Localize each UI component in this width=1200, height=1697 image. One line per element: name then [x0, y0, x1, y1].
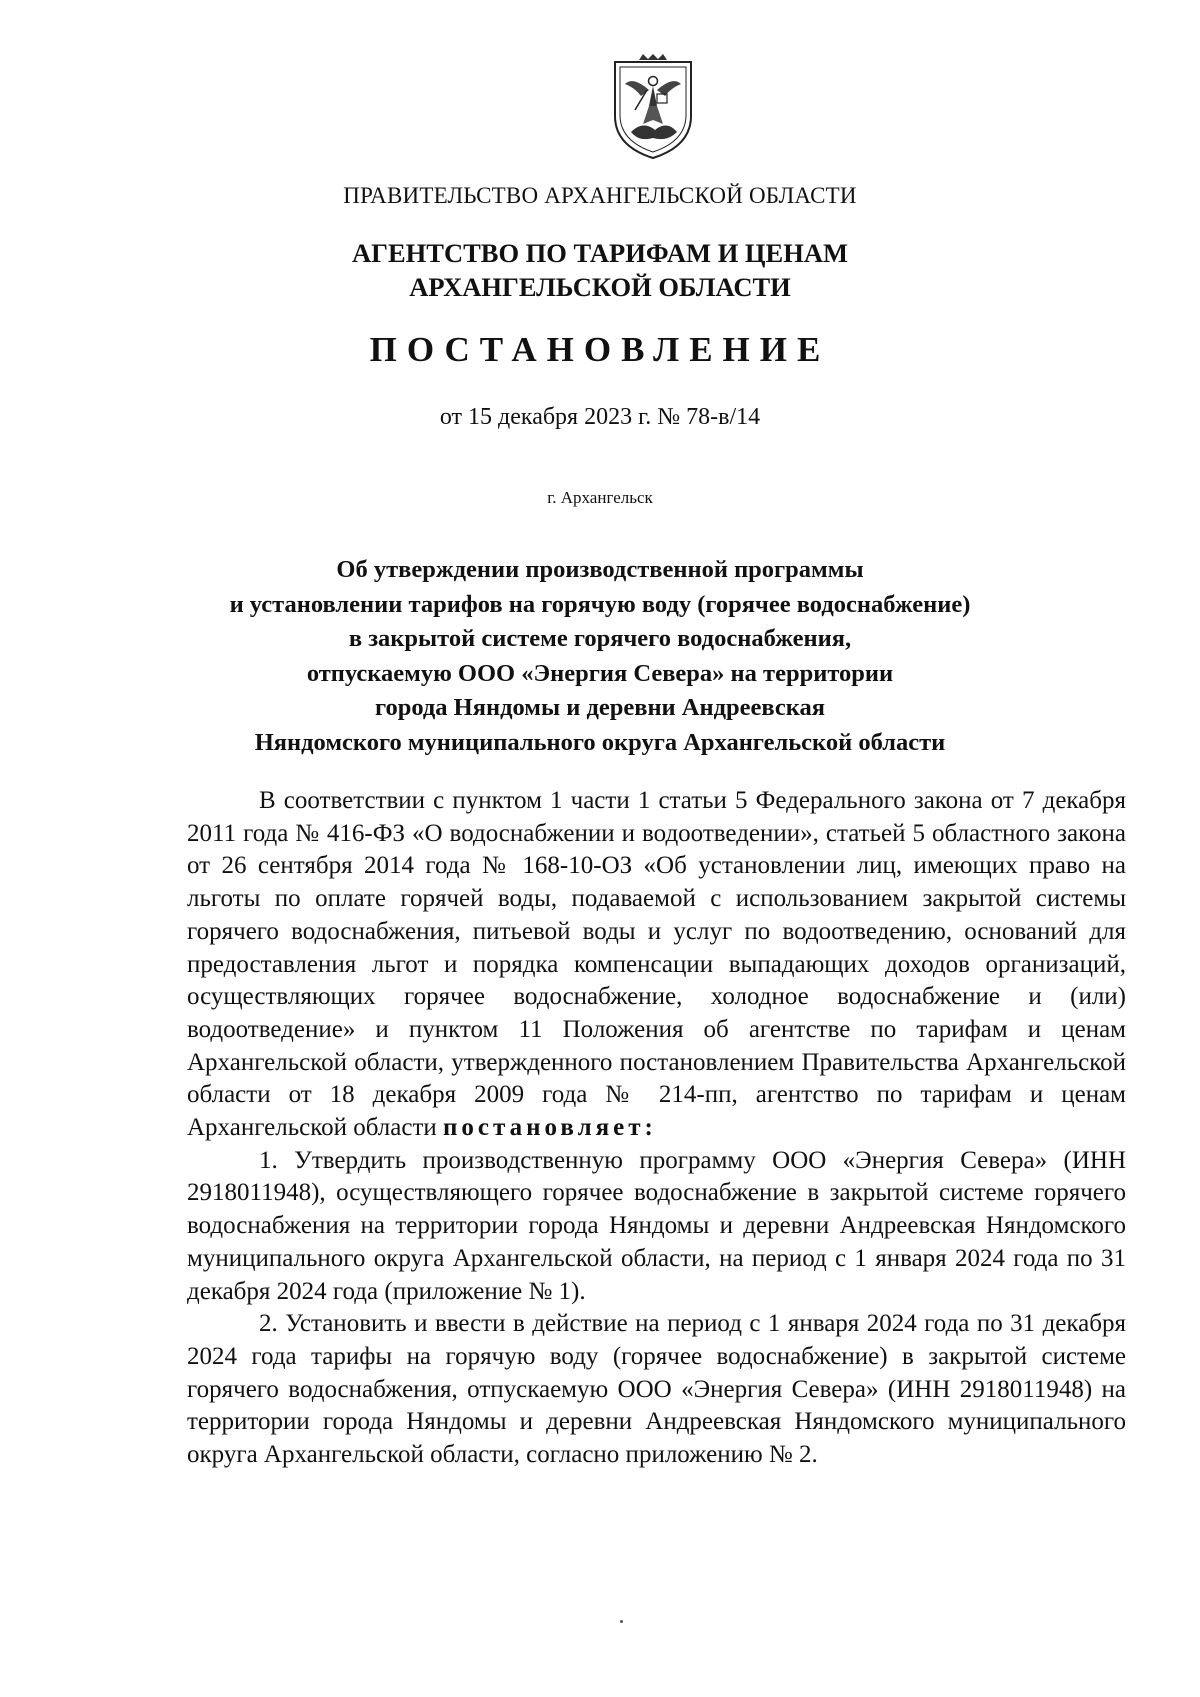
- government-name: ПРАВИТЕЛЬСТВО АРХАНГЕЛЬСКОЙ ОБЛАСТИ: [343, 183, 857, 208]
- resolves-word: постановляет:: [443, 1114, 657, 1142]
- subject-line: города Няндомы и деревни Андреевская: [374, 694, 826, 721]
- city: г. Архангельск: [547, 488, 653, 507]
- document-date-number: от 15 декабря 2023 г. № 78-в/14: [439, 404, 761, 430]
- document-subject: [0, 553, 1200, 760]
- subject-line: Об утверждении производственной программы: [336, 556, 864, 583]
- subject-line: и установлении тарифов на горячую воду (горячее водоснабжение): [229, 590, 971, 618]
- agency-line-2: АРХАНГЕЛЬСКОЙ ОБЛАСТИ: [409, 272, 791, 302]
- preamble-text: В соответствии с пунктом 1 части 1 статьи 5 Федерального закона от 7 декабря 2011 года № 416-ФЗ «О водоснабжении и водоотведении», статьей 5 областного закона от 26 сентября 2014 года № 168-10-ОЗ «Об установлении лиц, имеющих право на льготы по оплате горячей воды, подаваемой с использованием закрытой системы горячего водоснабжения, питьевой воды и услуг по водоотведению, оснований для предоставления льгот и порядка компенсации выпадающих доходов организаций, осуществляющих горячее водоснабжение, холодное водоснабжение и (или) водоотведение» и пунктом 11 Положения об агентстве по тарифам и ценам Архангельской области, утвержденного постановлением Правительства Архангельской области от 18 декабря 2009 года № 214-пп, агентство по тарифам и ценам Архангельской области: [187, 787, 1126, 1142]
- subject-line: отпускаемую ООО «Энергия Севера» на территории: [306, 659, 894, 687]
- scan-dot: [620, 1620, 623, 1623]
- item-1-paragraph: 1. Утвердить производственную программу ООО «Энергия Севера» (ИНН 2918011948), осуществляющего горячее водоснабжение в закрытой системе горячего водоснабжения на территории города Няндомы и деревни Андреевская Няндомского муниципального округа Архангельской области, на период с 1 января 2024 года по 31 декабря 2024 года (приложение № 1).: [187, 1146, 1126, 1305]
- agency-line-1: АГЕНТСТВО ПО ТАРИФАМ И ЦЕНАМ: [352, 238, 848, 268]
- document-body: [187, 785, 1126, 1472]
- subject-line: в закрытой системе горячего водоснабжения,: [348, 625, 852, 652]
- agency-name: [0, 236, 1200, 304]
- document-type: ПОСТАНОВЛЕНИЕ: [369, 330, 831, 369]
- subject-line: Няндомского муниципального округа Архангельской области: [254, 728, 946, 756]
- preamble-paragraph: [187, 785, 1126, 1145]
- item-2-paragraph: 2. Установить и ввести в действие на период с 1 января 2024 года по 31 декабря 2024 года тарифы на горячую воду (горячее водоснабжение) в закрытой системе горячего водоснабжения, отпускаемую ООО «Энергия Севера» (ИНН 2918011948) на территории города Няндомы и деревни Андреевская Няндомского муниципального округа Архангельской области, согласно приложению № 2.: [187, 1310, 1126, 1469]
- coat-of-arms-icon: [611, 54, 695, 162]
